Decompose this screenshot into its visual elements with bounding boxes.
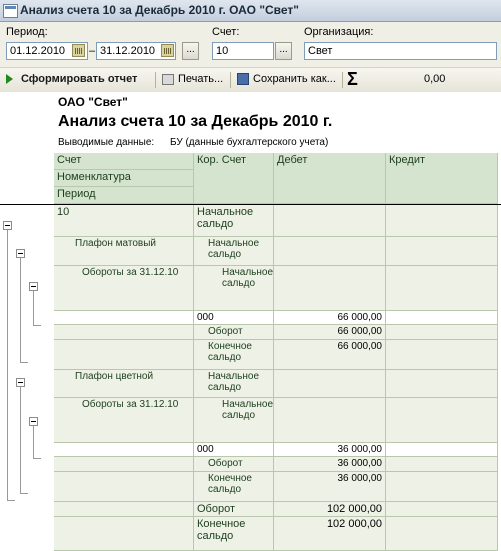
- doc-row2-blank: [54, 443, 194, 457]
- group-line: [33, 458, 41, 459]
- report-title: Анализ счета 10 за Декабрь 2010 г.: [58, 113, 333, 130]
- closing1-credit: [386, 340, 498, 370]
- row-account-10: 10: [54, 205, 194, 237]
- turnover1-opening-debit: [274, 266, 386, 311]
- toolbar-separator: [155, 72, 156, 88]
- turnover2-opening-label: Начальное сальдо: [194, 398, 274, 443]
- organization-label: Организация:: [304, 26, 374, 38]
- opening-balance-label: Начальное сальдо: [194, 205, 274, 237]
- window-title: Анализ счета 10 за Декабрь 2010 г. ОАО "Свет": [20, 3, 299, 17]
- calendar-from-icon[interactable]: [72, 44, 85, 57]
- total-turnover-value: 102 000,00: [274, 502, 386, 517]
- item1-opening-debit: [274, 237, 386, 266]
- turnover1-opening-credit: [386, 266, 498, 311]
- doc-row1-credit: [386, 311, 498, 325]
- doc-row1-corr: 000: [194, 311, 274, 325]
- turnover1-value: 66 000,00: [274, 325, 386, 340]
- turnover1-period: Обороты за 31.12.10: [54, 266, 194, 311]
- collapse-icon[interactable]: [29, 417, 38, 426]
- window-title-bar: [0, 0, 501, 22]
- date-to-value: 31.12.2010: [100, 45, 156, 57]
- closing2-label: Конечное сальдо: [194, 472, 274, 502]
- group-line: [20, 387, 21, 493]
- header-debit: Дебет: [274, 153, 386, 204]
- account-select-button[interactable]: ...: [275, 42, 292, 60]
- total-closing-value: 102 000,00: [274, 517, 386, 551]
- turnover1-opening-label: Начальное сальдо: [194, 266, 274, 311]
- turnover2-opening-debit: [274, 398, 386, 443]
- play-icon: [6, 74, 13, 84]
- closing1-value: 66 000,00: [274, 340, 386, 370]
- doc-row2-debit: 36 000,00: [274, 443, 386, 457]
- output-value: БУ (данные бухгалтерского учета): [170, 137, 329, 148]
- report-area[interactable]: [0, 92, 501, 551]
- turnover2-blank: [54, 457, 194, 472]
- save-disk-icon: [237, 73, 249, 85]
- item2-opening-credit: [386, 370, 498, 398]
- date-from-value: 01.12.2010: [10, 45, 66, 57]
- group-line: [20, 258, 21, 362]
- header-account: Счет: [54, 153, 194, 170]
- group-line: [33, 325, 41, 326]
- group-line: [7, 500, 15, 501]
- group-line: [20, 493, 28, 494]
- group-line: [33, 426, 34, 458]
- total-turnover-blank: [54, 502, 194, 517]
- header-corr-account: Кор. Счет: [194, 153, 274, 204]
- group-line: [7, 230, 8, 500]
- period-label: Период:: [6, 26, 48, 38]
- item1-opening-credit: [386, 237, 498, 266]
- total-turnover-label: Оборот: [194, 502, 274, 517]
- calendar-to-icon[interactable]: [161, 44, 174, 57]
- opening-credit: [386, 205, 498, 237]
- total-closing-label: Конечное сальдо: [194, 517, 274, 551]
- sum-icon: Σ: [347, 69, 358, 89]
- window-icon: [3, 4, 18, 18]
- account-field[interactable]: [212, 42, 274, 60]
- output-label: Выводимые данные:: [58, 137, 155, 148]
- header-credit: Кредит: [386, 153, 498, 204]
- grouping-gutter: [0, 92, 54, 551]
- organization-field[interactable]: [304, 42, 497, 60]
- total-closing-credit: [386, 517, 498, 551]
- turnover2-opening-credit: [386, 398, 498, 443]
- toolbar-separator: [342, 72, 343, 88]
- turnover2-label: Оборот: [194, 457, 274, 472]
- header-period: Период: [54, 187, 194, 204]
- date-separator: –: [89, 45, 96, 57]
- save-as-button[interactable]: Сохранить как...: [253, 73, 336, 85]
- toolbar-separator: [230, 72, 231, 88]
- organization-value: Свет: [308, 45, 333, 57]
- collapse-icon[interactable]: [3, 221, 12, 230]
- turnover2-credit: [386, 457, 498, 472]
- closing2-credit: [386, 472, 498, 502]
- item2-opening-debit: [274, 370, 386, 398]
- doc-row1-debit: 66 000,00: [274, 311, 386, 325]
- sum-value: 0,00: [424, 73, 446, 85]
- doc-row2-corr: 000: [194, 443, 274, 457]
- turnover1-label: Оборот: [194, 325, 274, 340]
- turnover2-period: Обороты за 31.12.10: [54, 398, 194, 443]
- company-name: ОАО "Свет": [58, 95, 128, 109]
- opening-debit: [274, 205, 386, 237]
- item2-opening-label: Начальное сальдо: [194, 370, 274, 398]
- toolbar: [0, 67, 501, 93]
- total-turnover-credit: [386, 502, 498, 517]
- print-button[interactable]: Печать...: [178, 73, 224, 85]
- item1-opening-label: Начальное сальдо: [194, 237, 274, 266]
- collapse-icon[interactable]: [16, 249, 25, 258]
- group-line: [20, 362, 28, 363]
- collapse-icon[interactable]: [16, 378, 25, 387]
- period-select-button[interactable]: ...: [182, 42, 199, 60]
- group-line: [33, 291, 34, 325]
- printer-icon: [162, 74, 174, 85]
- item-colored-shade: Плафон цветной: [54, 370, 194, 398]
- closing1-label: Конечное сальдо: [194, 340, 274, 370]
- doc-row1-blank: [54, 311, 194, 325]
- collapse-icon[interactable]: [29, 282, 38, 291]
- account-value: 10: [216, 45, 229, 57]
- closing2-blank: [54, 472, 194, 502]
- turnover1-credit: [386, 325, 498, 340]
- total-closing-blank: [54, 517, 194, 551]
- item-matte-shade: Плафон матовый: [54, 237, 194, 266]
- turnover2-value: 36 000,00: [274, 457, 386, 472]
- account-label: Счет:: [212, 26, 240, 38]
- header-nomenclature: Номенклатура: [54, 170, 194, 187]
- closing1-blank: [54, 340, 194, 370]
- generate-report-button[interactable]: Сформировать отчет: [21, 73, 138, 85]
- turnover1-blank: [54, 325, 194, 340]
- closing2-value: 36 000,00: [274, 472, 386, 502]
- doc-row2-credit: [386, 443, 498, 457]
